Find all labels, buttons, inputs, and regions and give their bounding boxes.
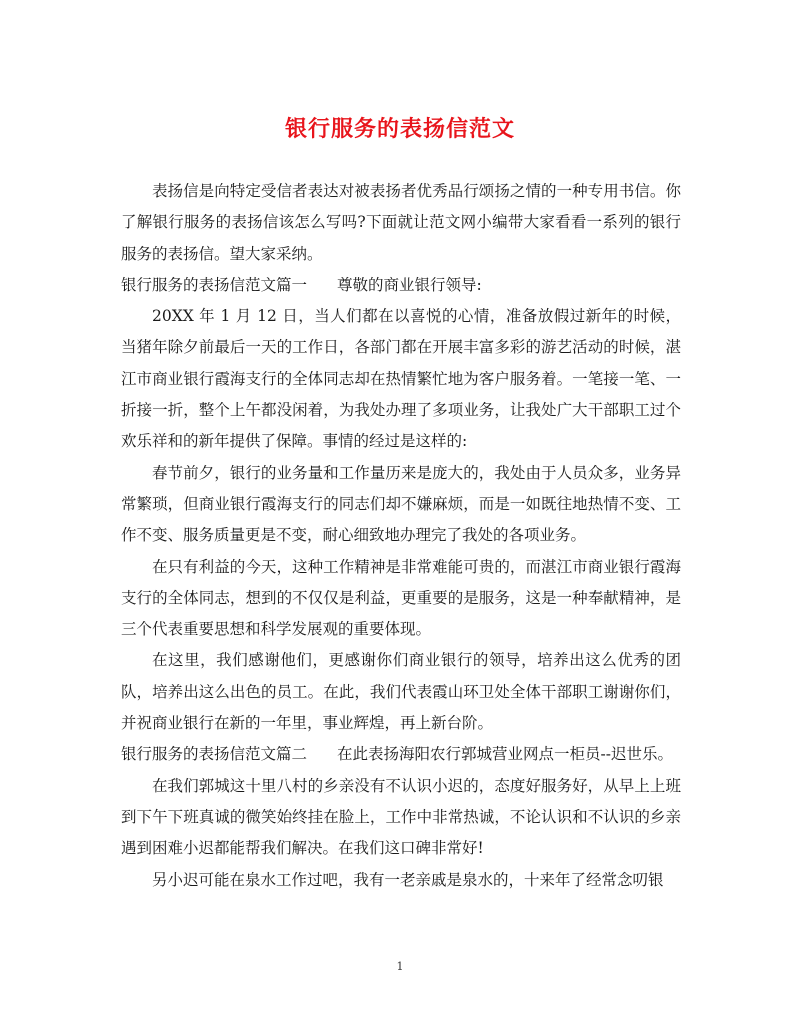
intro-paragraph: 表扬信是向特定受信者表达对被表扬者优秀品行颂扬之情的一种专用书信。你了解银行服务的表扬信该怎么写吗?下面就让范文网小编带大家看看一系列的银行服务的表扬信。望大家采纳。 [121, 182, 681, 263]
section2-heading: 银行服务的表扬信范文篇二 [121, 745, 308, 764]
section1-heading: 银行服务的表扬信范文篇一 [121, 275, 308, 294]
section2-heading-line [121, 739, 681, 770]
section2-salutation: 在此表扬海阳农行郭城营业网点一柜员--迟世乐。 [337, 745, 673, 764]
section2-paragraph: 另小迟可能在泉水工作过吧，我有一老亲戚是泉水的，十来年了经常念叨银 [152, 870, 664, 889]
section1-paragraph: 在只有利益的今天，这种工作精神是非常难能可贵的，而湛江市商业银行霞海支行的全体同志，想到的不仅仅是利益，更重要的是服务，这是一种奉献精神，是三个代表重要思想和科学发展观的重要体现。 [121, 557, 681, 639]
section1-heading-line [121, 270, 681, 301]
section1-paragraph: 20XX 年 1 月 12 日，当人们都在以喜悦的心情，准备放假过新年的时候，当猪年除夕前最后一天的工作日，各部门都在开展丰富多彩的游艺活动的时候，湛江市商业银行霞海支行的全体同志却在热情繁忙地为客户服务着。一笔接一笔、一折接一折，整个上午都没闲着，为我处办理了多项业务，让我处广大干部职工过个欢乐祥和的新年提供了保障。事情的经过是这样的: [121, 307, 681, 451]
section1-paragraph: 在这里，我们感谢他们，更感谢你们商业银行的领导，培养出这么优秀的团队，培养出这么出色的员工。在此，我们代表霞山环卫处全体干部职工谢谢你们，并祝商业银行在新的一年里，事业辉煌，再上新台阶。 [121, 651, 681, 733]
section1-salutation: 尊敬的商业银行领导: [337, 275, 482, 294]
document-title: 银行服务的表扬信范文 [284, 116, 515, 142]
section2-paragraph: 在我们郭城这十里八村的乡亲没有不认识小迟的，态度好服务好，从早上上班到下午下班真诚的微笑始终挂在脸上，工作中非常热诚，不论认识和不认识的乡亲遇到困难小迟都能帮我们解决。在我们这口碑非常好! [121, 776, 681, 858]
section1-paragraph: 春节前夕，银行的业务量和工作量历来是庞大的，我处由于人员众多，业务异常繁琐，但商业银行霞海支行的同志们却不嫌麻烦，而是一如既往地热情不变、工作不变、服务质量更是不变，耐心细致地办理完了我处的各项业务。 [121, 463, 681, 545]
document-body [121, 176, 681, 896]
page-number: 1 [396, 960, 404, 973]
